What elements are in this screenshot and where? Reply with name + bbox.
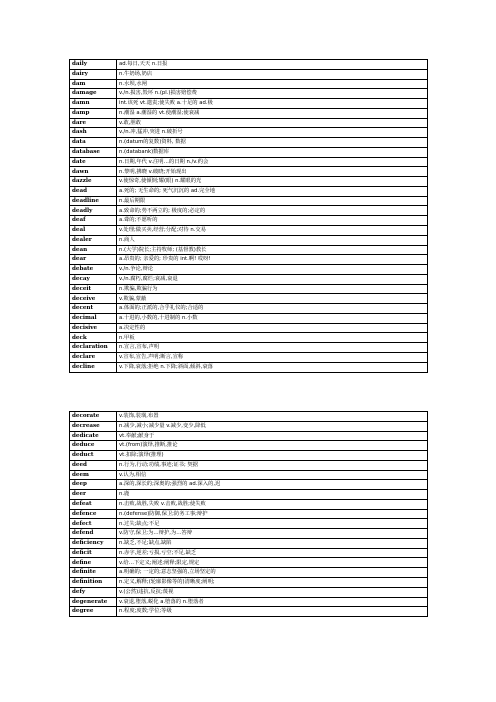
vocab-word: deed bbox=[70, 460, 117, 470]
table-row bbox=[70, 226, 428, 236]
vocab-word: dean bbox=[70, 245, 117, 255]
vocab-word: dawn bbox=[70, 167, 117, 177]
table-row bbox=[70, 323, 428, 333]
table-row bbox=[70, 607, 428, 617]
vocab-definition: n.过失;缺点;不足 bbox=[117, 519, 428, 529]
table-row bbox=[70, 265, 428, 275]
vocab-word: deadly bbox=[70, 206, 117, 216]
vocab-word: deceit bbox=[70, 284, 117, 294]
table-row bbox=[70, 470, 428, 480]
table-row bbox=[70, 333, 428, 343]
vocab-definition: n.(databank)数据库 bbox=[117, 147, 428, 157]
vocab-definition: v.装饰,装璜,布置 bbox=[117, 412, 428, 422]
vocab-definition: a.昂贵的; 亲爱的; 珍贵的 int.啊! 哎呀! bbox=[117, 255, 428, 265]
table-row bbox=[70, 274, 428, 284]
vocab-word: decimal bbox=[70, 313, 117, 323]
table-row bbox=[70, 480, 428, 490]
vocab-definition: n.黎明,拂晓 v.破晓;开始现出 bbox=[117, 167, 428, 177]
vocab-word: defence bbox=[70, 509, 117, 519]
vocab-word: deadline bbox=[70, 196, 117, 206]
table-row bbox=[70, 343, 428, 353]
vocab-definition: n.(大学)院长;主持牧师; (基督教)教长 bbox=[117, 245, 428, 255]
table-row bbox=[70, 519, 428, 529]
vocab-word: dairy bbox=[70, 69, 117, 79]
table-row bbox=[70, 304, 428, 314]
table-row bbox=[70, 186, 428, 196]
vocab-word: date bbox=[70, 157, 117, 167]
table-row bbox=[70, 490, 428, 500]
vocab-word: defect bbox=[70, 519, 117, 529]
vocab-definition: a.致命的;势不两立的; 极度的;必定的 bbox=[117, 206, 428, 216]
vocab-word: dam bbox=[70, 79, 117, 89]
vocab-definition: n.欺骗,欺骗行为 bbox=[117, 284, 428, 294]
vocab-word: damage bbox=[70, 89, 117, 99]
vocab-word: definition bbox=[70, 578, 117, 588]
vocab-word: dealer bbox=[70, 235, 117, 245]
table-row bbox=[70, 235, 428, 245]
vocab-definition: n.水坝,水闸 bbox=[117, 79, 428, 89]
vocab-word: define bbox=[70, 558, 117, 568]
vocab-definition: n.缺乏,不足;缺点,缺陷 bbox=[117, 538, 428, 548]
table-row bbox=[70, 79, 428, 89]
vocab-definition: v.(公然)违抗,反抗;蔑视 bbox=[117, 587, 428, 597]
vocab-definition: v.下降,衰落;拒绝 n.下降;斜面,倾斜,衰落 bbox=[117, 362, 428, 372]
table-row bbox=[70, 206, 428, 216]
vocab-word: decline bbox=[70, 362, 117, 372]
vocab-word: deaf bbox=[70, 216, 117, 226]
vocab-word: degree bbox=[70, 607, 117, 617]
table-row bbox=[70, 138, 428, 148]
vocab-word: deficit bbox=[70, 548, 117, 558]
vocab-word: decrease bbox=[70, 421, 117, 431]
table-row bbox=[70, 157, 428, 167]
vocab-definition: a.聋的;不愿听的 bbox=[117, 216, 428, 226]
vocab-definition: n.程度;度数;学位;等级 bbox=[117, 607, 428, 617]
vocab-definition: v.认为,相信 bbox=[117, 470, 428, 480]
vocab-definition: ad.每日,天天 n.日报 bbox=[117, 60, 428, 70]
vocab-definition: v.使惊奇,使倾倒;耀(眼) n.耀眼的光 bbox=[117, 177, 428, 187]
vocab-definition: v.防守,保卫;为…辩护,为…答辩 bbox=[117, 529, 428, 539]
vocab-definition: a.深的,深长的;深奥的;强烈的 ad.深入的,迟 bbox=[117, 480, 428, 490]
vocab-word: deceive bbox=[70, 294, 117, 304]
vocab-definition: a.十进的,小数的,十进制的 n.小数 bbox=[117, 313, 428, 323]
table-row bbox=[70, 196, 428, 206]
vocab-word: declaration bbox=[70, 343, 117, 353]
vocab-word: decent bbox=[70, 304, 117, 314]
vocab-definition: int.该死 vt.遣责;使失败 a.十足的 ad.极 bbox=[117, 99, 428, 109]
vocab-word: deck bbox=[70, 333, 117, 343]
vocab-definition: v./n.冲,猛冲,突进 n.破折号 bbox=[117, 128, 428, 138]
vocab-word: deep bbox=[70, 480, 117, 490]
table-row bbox=[70, 568, 428, 578]
vocab-word: daily bbox=[70, 60, 117, 70]
table-row bbox=[70, 60, 428, 70]
table-row bbox=[70, 362, 428, 372]
table-row bbox=[70, 587, 428, 597]
table-row bbox=[70, 284, 428, 294]
vocab-table-1 bbox=[69, 59, 428, 373]
vocab-definition: v.敢,胆敢 bbox=[117, 118, 428, 128]
table-row bbox=[70, 128, 428, 138]
table-row bbox=[70, 578, 428, 588]
vocab-definition: n.日期,年代 v.注明…的日期 n./v.约会 bbox=[117, 157, 428, 167]
vocab-definition: vt.扣除;演绎(推理) bbox=[117, 451, 428, 461]
vocab-table-body bbox=[70, 412, 428, 617]
table-row bbox=[70, 597, 428, 607]
vocab-definition: n.最后期限 bbox=[117, 196, 428, 206]
vocab-word: dare bbox=[70, 118, 117, 128]
vocab-word: debate bbox=[70, 265, 117, 275]
vocab-definition: a.明确的; 一定的;意志坚强的,立场坚定的 bbox=[117, 568, 428, 578]
table-row bbox=[70, 177, 428, 187]
vocab-word: decorate bbox=[70, 412, 117, 422]
vocab-word: defy bbox=[70, 587, 117, 597]
table-row bbox=[70, 509, 428, 519]
vocab-word: degenerate bbox=[70, 597, 117, 607]
table-row bbox=[70, 108, 428, 118]
vocab-word: dash bbox=[70, 128, 117, 138]
vocab-definition: a.体面的;正派的,合乎礼仪的;合适的 bbox=[117, 304, 428, 314]
vocab-word: decisive bbox=[70, 323, 117, 333]
table-row bbox=[70, 255, 428, 265]
vocab-word: dear bbox=[70, 255, 117, 265]
vocab-definition: v.给…下定义;阐述;阐释;限定,规定 bbox=[117, 558, 428, 568]
vocab-definition: v./n.损害,毁坏 n.(pl.)损害赔偿费 bbox=[117, 89, 428, 99]
vocab-table-2 bbox=[69, 411, 428, 617]
vocab-word: deer bbox=[70, 490, 117, 500]
vocab-table-body bbox=[70, 60, 428, 373]
vocab-definition: n.商人 bbox=[117, 235, 428, 245]
vocab-word: deem bbox=[70, 470, 117, 480]
vocab-word: deal bbox=[70, 226, 117, 236]
vocab-definition: v./n.腐朽,腐烂;衰减,衰退 bbox=[117, 274, 428, 284]
table-row bbox=[70, 421, 428, 431]
vocab-word: defeat bbox=[70, 499, 117, 509]
table-row bbox=[70, 412, 428, 422]
vocab-word: dead bbox=[70, 186, 117, 196]
table-row bbox=[70, 548, 428, 558]
table-row bbox=[70, 294, 428, 304]
vocab-word: defend bbox=[70, 529, 117, 539]
vocab-word: damp bbox=[70, 108, 117, 118]
vocab-definition: v.宣布,宣告,声明;断言,宣称 bbox=[117, 352, 428, 362]
vocab-definition: vt.(from)演绎,推断,推论 bbox=[117, 441, 428, 451]
vocab-definition: n.定义,解释;(轮廓影像等的)清晰度;阐明; bbox=[117, 578, 428, 588]
table-row bbox=[70, 245, 428, 255]
table-row bbox=[70, 460, 428, 470]
table-row bbox=[70, 451, 428, 461]
vocab-definition: n.击败,战胜,失败 v.击败,战胜;使失败 bbox=[117, 499, 428, 509]
vocab-definition: v./n.争论,辩论 bbox=[117, 265, 428, 275]
vocab-definition: n.宣言,宣布,声明 bbox=[117, 343, 428, 353]
vocab-definition: vt.奉献;献身于 bbox=[117, 431, 428, 441]
vocab-word: deduce bbox=[70, 441, 117, 451]
table-row bbox=[70, 167, 428, 177]
vocab-word: dedicate bbox=[70, 431, 117, 441]
vocab-word: dazzle bbox=[70, 177, 117, 187]
vocab-definition: n.牛奶场,奶店 bbox=[117, 69, 428, 79]
table-row bbox=[70, 352, 428, 362]
vocab-definition: n.行为,行动;功绩,事迹;证书; 契据 bbox=[117, 460, 428, 470]
table-row bbox=[70, 431, 428, 441]
table-row bbox=[70, 99, 428, 109]
table-row bbox=[70, 441, 428, 451]
vocab-definition: n.(defense)防御,保卫;防务工事;辩护 bbox=[117, 509, 428, 519]
vocab-word: deficiency bbox=[70, 538, 117, 548]
table-row bbox=[70, 216, 428, 226]
vocab-definition: v.衰退,堕落,蜕化 a.堕落的 n.堕落者 bbox=[117, 597, 428, 607]
table-row bbox=[70, 313, 428, 323]
vocab-word: data bbox=[70, 138, 117, 148]
vocab-word: decay bbox=[70, 274, 117, 284]
vocab-definition: v.欺骗,蒙蔽 bbox=[117, 294, 428, 304]
vocab-definition: n.鹿 bbox=[117, 490, 428, 500]
vocab-word: definite bbox=[70, 568, 117, 578]
vocab-word: database bbox=[70, 147, 117, 157]
vocab-definition: n.潮湿 a.潮湿的 vt.使潮湿;使衰减 bbox=[117, 108, 428, 118]
table-row bbox=[70, 538, 428, 548]
table-row bbox=[70, 118, 428, 128]
vocab-definition: v.处理;做买卖,经营;分配;对待 n.交易 bbox=[117, 226, 428, 236]
vocab-word: deduct bbox=[70, 451, 117, 461]
vocab-definition: n.减少,减小;减少量 v.减少,变少,降低 bbox=[117, 421, 428, 431]
table-row bbox=[70, 89, 428, 99]
vocab-definition: n.赤字,逆差;亏损,亏空;不足,缺乏 bbox=[117, 548, 428, 558]
vocab-word: damn bbox=[70, 99, 117, 109]
vocab-definition: a.决定性的 bbox=[117, 323, 428, 333]
vocab-definition: n.(datum的复数)资料, 数据 bbox=[117, 138, 428, 148]
table-row bbox=[70, 69, 428, 79]
table-row bbox=[70, 558, 428, 568]
vocab-definition: n.甲板 bbox=[117, 333, 428, 343]
table-row bbox=[70, 529, 428, 539]
table-row bbox=[70, 147, 428, 157]
vocab-word: declare bbox=[70, 352, 117, 362]
table-row bbox=[70, 499, 428, 509]
vocab-definition: a.死的; 无生命的; 死气沉沉的 ad.完全地 bbox=[117, 186, 428, 196]
